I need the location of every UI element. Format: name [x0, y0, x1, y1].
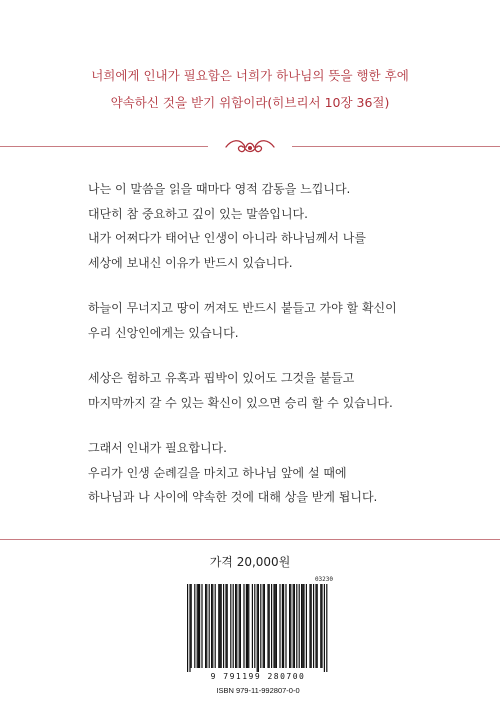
barcode-digits: 9 791199 280700	[210, 672, 306, 681]
quote-line-2: 약속하신 것을 받기 위함이라(히브리서 10장 36절)	[110, 95, 390, 110]
barcode-bars	[183, 576, 333, 672]
text-line: 마지막까지 갈 수 있는 확신이 있으면 승리 할 수 있습니다.	[88, 395, 393, 410]
paragraph-1	[88, 177, 448, 275]
price-label: 가격 20,000원	[209, 555, 291, 569]
top-left-rule	[0, 146, 208, 147]
body-text	[88, 177, 448, 531]
top-right-rule	[292, 146, 500, 147]
scripture-quote	[0, 62, 500, 116]
paragraph-4	[88, 436, 448, 510]
paragraph-2	[88, 296, 448, 345]
text-line: 우리 신앙인에게는 있습니다.	[88, 325, 239, 340]
flourish-ornament-icon	[222, 135, 278, 159]
barcode-addon-number: 03230	[314, 576, 333, 583]
text-line: 세상에 보내신 이유가 반드시 있습니다.	[88, 255, 293, 270]
text-line: 대단히 참 중요하고 깊이 있는 말씀입니다.	[88, 206, 308, 221]
text-line: 그래서 인내가 필요합니다.	[88, 441, 227, 455]
text-line: 내가 어쩌다가 태어난 인생이 아니라 하나님께서 나를	[88, 231, 366, 245]
quote-line-1: 너희에게 인내가 필요함은 너희가 하나님의 뜻을 행한 후에	[91, 68, 409, 83]
bottom-rule	[0, 539, 500, 540]
text-line: 나는 이 말씀을 읽을 때마다 영적 감동을 느낍니다.	[88, 182, 351, 196]
isbn-barcode	[183, 576, 333, 706]
text-line: 세상은 험하고 유혹과 핍박이 있어도 그것을 붙들고	[88, 371, 355, 385]
text-line: 우리가 인생 순례길을 마치고 하나님 앞에 설 때에	[88, 465, 347, 480]
paragraph-3	[88, 366, 448, 415]
isbn-number: ISBN 979-11-992807-0-0	[216, 686, 300, 695]
text-line: 하늘이 무너지고 땅이 꺼져도 반드시 붙들고 가야 할 확신이	[88, 301, 397, 315]
text-line: 하나님과 나 사이에 약속한 것에 대해 상을 받게 됩니다.	[88, 490, 378, 504]
